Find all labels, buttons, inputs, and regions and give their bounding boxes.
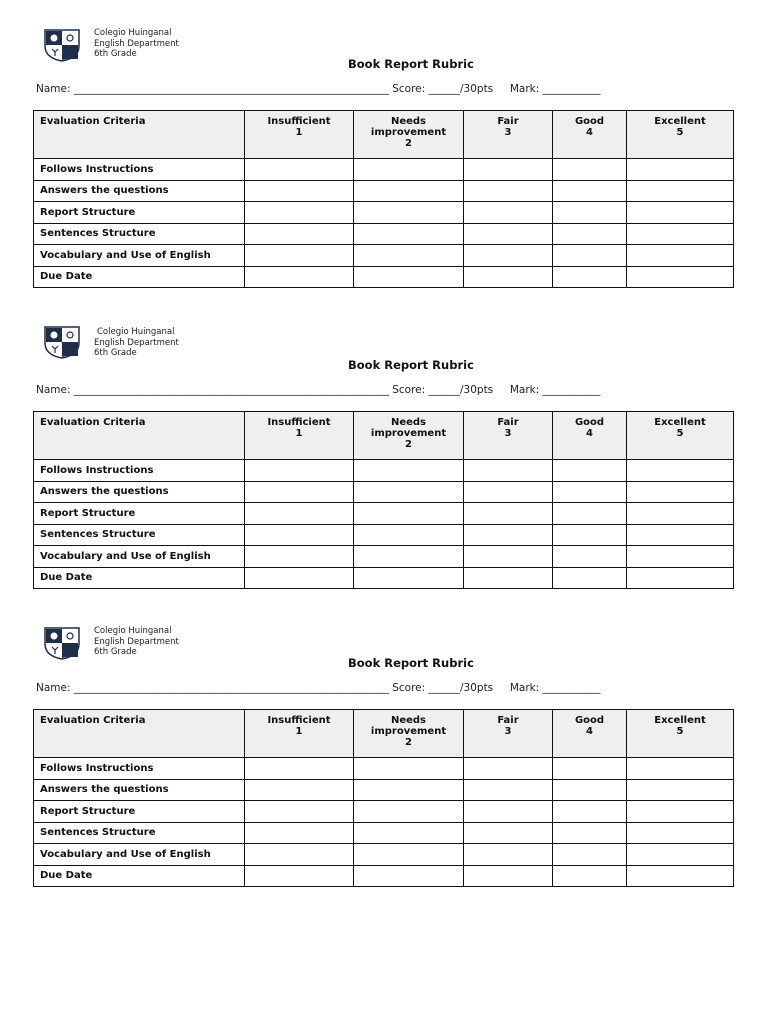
score-cell[interactable] xyxy=(245,202,354,224)
criteria-cell: Sentences Structure xyxy=(34,524,245,546)
score-cell[interactable] xyxy=(627,567,734,589)
score-cell[interactable] xyxy=(553,844,627,866)
table-row xyxy=(34,223,734,245)
level-header-excellent: Excellent 5 xyxy=(627,412,734,460)
criteria-cell: Due Date xyxy=(34,567,245,589)
criteria-cell: Vocabulary and Use of English xyxy=(34,245,245,267)
table-row xyxy=(34,758,734,780)
school-name: Colegio Huinganal xyxy=(94,28,172,38)
mark-field[interactable]: ___________ xyxy=(542,682,601,694)
score-cell[interactable] xyxy=(553,822,627,844)
level-header-excellent: Excellent 5 xyxy=(627,111,734,159)
score-label: Score: xyxy=(392,83,426,95)
rubric-table xyxy=(33,110,734,288)
level-header-needs-improvement: Needs improvement 2 xyxy=(354,710,464,758)
criteria-cell: Follows Instructions xyxy=(34,758,245,780)
criteria-header: Evaluation Criteria xyxy=(34,710,245,758)
score-cell[interactable] xyxy=(245,481,354,503)
mark-label: Mark: xyxy=(509,83,540,95)
score-cell[interactable] xyxy=(627,159,734,181)
score-suffix: /30pts xyxy=(460,83,494,95)
criteria-cell: Sentences Structure xyxy=(34,223,245,245)
score-cell[interactable] xyxy=(627,524,734,546)
score-cell[interactable] xyxy=(553,779,627,801)
score-cell[interactable] xyxy=(464,180,553,202)
table-row xyxy=(34,460,734,482)
school-crest-logo xyxy=(43,626,81,660)
level-header-good: Good 4 xyxy=(553,710,627,758)
table-row xyxy=(34,159,734,181)
score-cell[interactable] xyxy=(354,567,464,589)
score-cell[interactable] xyxy=(354,266,464,288)
school-crest-logo xyxy=(43,28,81,62)
name-label: Name: xyxy=(36,384,71,396)
score-cell[interactable] xyxy=(464,822,553,844)
score-cell[interactable] xyxy=(553,180,627,202)
school-info xyxy=(94,28,179,60)
score-cell[interactable] xyxy=(464,865,553,887)
table-header-row xyxy=(34,710,734,758)
score-cell[interactable] xyxy=(627,460,734,482)
score-cell[interactable] xyxy=(553,223,627,245)
score-cell[interactable] xyxy=(354,801,464,823)
criteria-cell: Sentences Structure xyxy=(34,822,245,844)
score-cell[interactable] xyxy=(627,865,734,887)
score-cell[interactable] xyxy=(464,567,553,589)
score-cell[interactable] xyxy=(627,503,734,525)
table-row xyxy=(34,779,734,801)
school-name: Colegio Huinganal xyxy=(97,327,175,337)
score-cell[interactable] xyxy=(627,481,734,503)
score-cell[interactable] xyxy=(354,758,464,780)
rubric-title: Book Report Rubric xyxy=(348,358,474,372)
score-cell[interactable] xyxy=(464,159,553,181)
score-cell[interactable] xyxy=(354,546,464,568)
criteria-cell: Report Structure xyxy=(34,202,245,224)
criteria-header: Evaluation Criteria xyxy=(34,412,245,460)
table-row xyxy=(34,801,734,823)
score-cell[interactable] xyxy=(354,822,464,844)
score-cell[interactable] xyxy=(464,460,553,482)
criteria-header: Evaluation Criteria xyxy=(34,111,245,159)
score-field[interactable]: ______ xyxy=(428,83,460,95)
table-row xyxy=(34,822,734,844)
school-info xyxy=(94,626,179,658)
score-cell[interactable] xyxy=(245,844,354,866)
criteria-cell: Report Structure xyxy=(34,801,245,823)
rubric-table xyxy=(33,411,734,589)
level-header-good: Good 4 xyxy=(553,111,627,159)
score-cell[interactable] xyxy=(553,481,627,503)
table-row xyxy=(34,546,734,568)
criteria-cell: Due Date xyxy=(34,865,245,887)
score-cell[interactable] xyxy=(627,779,734,801)
score-cell[interactable] xyxy=(354,180,464,202)
score-cell[interactable] xyxy=(245,460,354,482)
score-cell[interactable] xyxy=(354,245,464,267)
score-cell[interactable] xyxy=(245,865,354,887)
criteria-cell: Follows Instructions xyxy=(34,159,245,181)
score-cell[interactable] xyxy=(245,524,354,546)
criteria-cell: Vocabulary and Use of English xyxy=(34,546,245,568)
name-field[interactable]: ____________________________________________________________ xyxy=(73,682,389,694)
criteria-cell: Due Date xyxy=(34,266,245,288)
table-row xyxy=(34,524,734,546)
score-cell[interactable] xyxy=(553,159,627,181)
student-info-line xyxy=(36,384,600,396)
score-cell[interactable] xyxy=(553,567,627,589)
student-info-line xyxy=(36,682,600,694)
score-cell[interactable] xyxy=(627,245,734,267)
criteria-cell: Report Structure xyxy=(34,503,245,525)
department-name: English Department xyxy=(94,337,179,348)
score-label: Score: xyxy=(392,384,426,396)
score-cell[interactable] xyxy=(464,801,553,823)
criteria-cell: Answers the questions xyxy=(34,180,245,202)
score-cell[interactable] xyxy=(245,758,354,780)
score-cell[interactable] xyxy=(627,180,734,202)
mark-field[interactable]: ___________ xyxy=(542,384,601,396)
level-header-fair: Fair 3 xyxy=(464,111,553,159)
score-cell[interactable] xyxy=(627,202,734,224)
name-label: Name: xyxy=(36,682,71,694)
score-cell[interactable] xyxy=(354,779,464,801)
score-suffix: /30pts xyxy=(460,384,494,396)
table-row xyxy=(34,245,734,267)
table-row xyxy=(34,266,734,288)
score-cell[interactable] xyxy=(553,503,627,525)
score-cell[interactable] xyxy=(354,159,464,181)
criteria-cell: Vocabulary and Use of English xyxy=(34,844,245,866)
department-name: English Department xyxy=(94,38,179,49)
score-cell[interactable] xyxy=(553,245,627,267)
score-suffix: /30pts xyxy=(460,682,494,694)
score-cell[interactable] xyxy=(464,758,553,780)
name-field[interactable]: ____________________________________________________________ xyxy=(73,384,389,396)
score-cell[interactable] xyxy=(553,865,627,887)
criteria-cell: Answers the questions xyxy=(34,779,245,801)
score-cell[interactable] xyxy=(354,202,464,224)
score-cell[interactable] xyxy=(354,865,464,887)
score-cell[interactable] xyxy=(464,481,553,503)
score-cell[interactable] xyxy=(245,503,354,525)
table-header-row xyxy=(34,412,734,460)
score-cell[interactable] xyxy=(245,223,354,245)
score-cell[interactable] xyxy=(464,503,553,525)
score-cell[interactable] xyxy=(627,844,734,866)
score-cell[interactable] xyxy=(464,266,553,288)
level-header-needs-improvement: Needs improvement 2 xyxy=(354,412,464,460)
level-header-excellent: Excellent 5 xyxy=(627,710,734,758)
score-cell[interactable] xyxy=(354,481,464,503)
criteria-cell: Answers the questions xyxy=(34,481,245,503)
score-cell[interactable] xyxy=(553,546,627,568)
score-cell[interactable] xyxy=(354,223,464,245)
score-cell[interactable] xyxy=(354,844,464,866)
score-cell[interactable] xyxy=(464,546,553,568)
grade-label: 6th Grade xyxy=(94,49,137,59)
mark-label: Mark: xyxy=(509,682,540,694)
score-cell[interactable] xyxy=(245,245,354,267)
rubric-table xyxy=(33,709,734,887)
score-field[interactable]: ______ xyxy=(428,384,460,396)
score-cell[interactable] xyxy=(553,266,627,288)
score-label: Score: xyxy=(392,682,426,694)
table-row xyxy=(34,865,734,887)
score-cell[interactable] xyxy=(245,546,354,568)
score-cell[interactable] xyxy=(553,460,627,482)
score-cell[interactable] xyxy=(245,801,354,823)
name-field[interactable]: ____________________________________________________________ xyxy=(73,83,389,95)
table-row xyxy=(34,503,734,525)
table-row xyxy=(34,180,734,202)
rubric-title: Book Report Rubric xyxy=(348,57,474,71)
level-header-insufficient: Insufficient 1 xyxy=(245,111,354,159)
score-cell[interactable] xyxy=(245,779,354,801)
level-header-needs-improvement: Needs improvement 2 xyxy=(354,111,464,159)
level-header-insufficient: Insufficient 1 xyxy=(245,710,354,758)
criteria-cell: Follows Instructions xyxy=(34,460,245,482)
score-cell[interactable] xyxy=(553,524,627,546)
level-header-fair: Fair 3 xyxy=(464,710,553,758)
table-header-row xyxy=(34,111,734,159)
score-cell[interactable] xyxy=(627,546,734,568)
mark-label: Mark: xyxy=(509,384,540,396)
mark-field[interactable]: ___________ xyxy=(542,83,601,95)
score-cell[interactable] xyxy=(245,180,354,202)
school-info xyxy=(94,327,179,359)
table-row xyxy=(34,481,734,503)
score-field[interactable]: ______ xyxy=(428,682,460,694)
school-name: Colegio Huinganal xyxy=(94,626,172,636)
score-cell[interactable] xyxy=(553,202,627,224)
name-label: Name: xyxy=(36,83,71,95)
table-row xyxy=(34,567,734,589)
student-info-line xyxy=(36,83,600,95)
score-cell[interactable] xyxy=(627,223,734,245)
score-cell[interactable] xyxy=(627,758,734,780)
score-cell[interactable] xyxy=(553,801,627,823)
level-header-good: Good 4 xyxy=(553,412,627,460)
table-row xyxy=(34,202,734,224)
score-cell[interactable] xyxy=(627,266,734,288)
grade-label: 6th Grade xyxy=(94,348,137,358)
score-cell[interactable] xyxy=(245,567,354,589)
score-cell[interactable] xyxy=(354,503,464,525)
score-cell[interactable] xyxy=(464,245,553,267)
rubric-title: Book Report Rubric xyxy=(348,656,474,670)
level-header-fair: Fair 3 xyxy=(464,412,553,460)
score-cell[interactable] xyxy=(245,822,354,844)
table-row xyxy=(34,844,734,866)
score-cell[interactable] xyxy=(464,202,553,224)
school-crest-logo xyxy=(43,325,81,359)
grade-label: 6th Grade xyxy=(94,647,137,657)
level-header-insufficient: Insufficient 1 xyxy=(245,412,354,460)
score-cell[interactable] xyxy=(464,223,553,245)
score-cell[interactable] xyxy=(464,524,553,546)
score-cell[interactable] xyxy=(627,801,734,823)
score-cell[interactable] xyxy=(627,822,734,844)
department-name: English Department xyxy=(94,636,179,647)
score-cell[interactable] xyxy=(354,524,464,546)
score-cell[interactable] xyxy=(354,460,464,482)
score-cell[interactable] xyxy=(245,266,354,288)
score-cell[interactable] xyxy=(553,758,627,780)
score-cell[interactable] xyxy=(464,844,553,866)
score-cell[interactable] xyxy=(464,779,553,801)
score-cell[interactable] xyxy=(245,159,354,181)
